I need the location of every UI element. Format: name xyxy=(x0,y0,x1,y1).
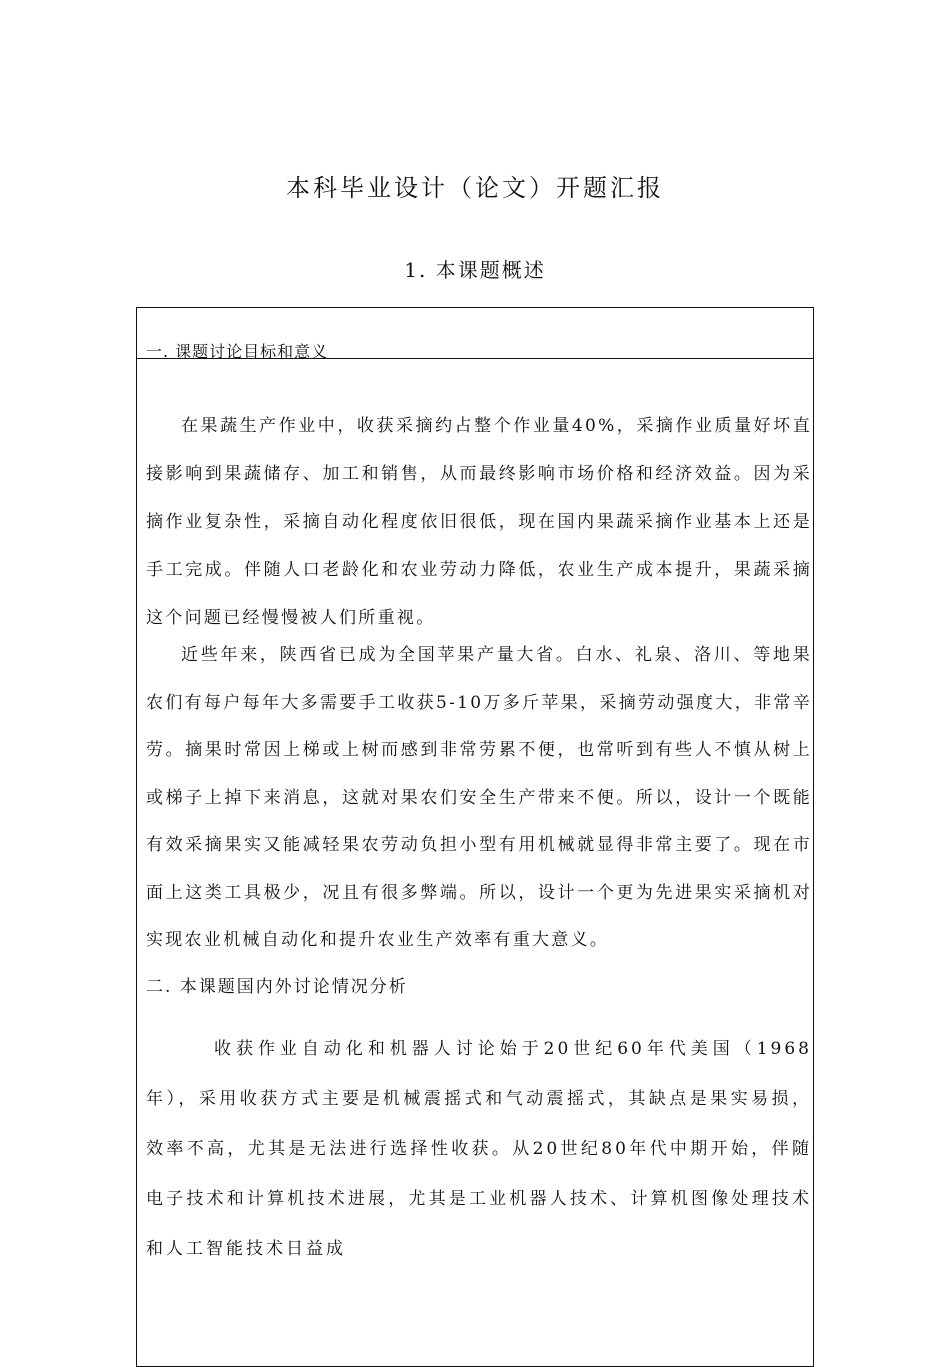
box-heading: 一. 课题讨论目标和意义 xyxy=(146,342,329,361)
subheading-research-status: 二. 本课题国内外讨论情况分析 xyxy=(146,977,408,997)
paragraph-research-history: 收获作业自动化和机器人讨论始于20世纪60年代美国（1968年），采用收获方式主要是机械震摇式和气动震摇式，其缺点是果实易损，效率不高，尤其是无法进行选择性收获。从20世纪80年代中期开始，伴随电子技术和计算机技术进展，尤其是工业机器人技术、计算机图像处理技术和人工智能技术日益成 xyxy=(146,1039,812,1259)
paragraph-shaanxi-apples: 近些年来，陕西省已成为全国苹果产量大省。白水、礼泉、洛川、等地果农们有每户每年大多需要手工收获5-10万多斤苹果，采摘劳动强度大，非常辛劳。摘果时常因上梯或上树而感到非常劳累不便，也常听到有些人不慎从树上或梯子上掉下来消息，这就对果农们安全生产带来不便。所以，设计一个既能有效采摘果实又能减轻果农劳动负担小型有用机械就显得非常主要了。现在市面上这类工具极少，况且有很多弊端。所以，设计一个更为先进果实采摘机对实现农业机械自动化和提升农业生产效率有重大意义。 xyxy=(146,645,812,950)
box-divider xyxy=(136,358,814,359)
paragraph-significance: 在果蔬生产作业中，收获采摘约占整个作业量40%，采摘作业质量好坏直接影响到果蔬储存、加工和销售，从而最终影响市场价格和经济效益。因为采摘作业复杂性，采摘自动化程度依旧很低，现在国内果蔬采摘作业基本上还是手工完成。伴随人口老龄化和农业劳动力降低，农业生产成本提升，果蔬采摘这个问题已经慢慢被人们所重视。 xyxy=(146,416,812,628)
document-title: 本科毕业设计（论文）开题汇报 xyxy=(286,174,664,202)
section-title: 1. 本课题概述 xyxy=(404,258,546,282)
